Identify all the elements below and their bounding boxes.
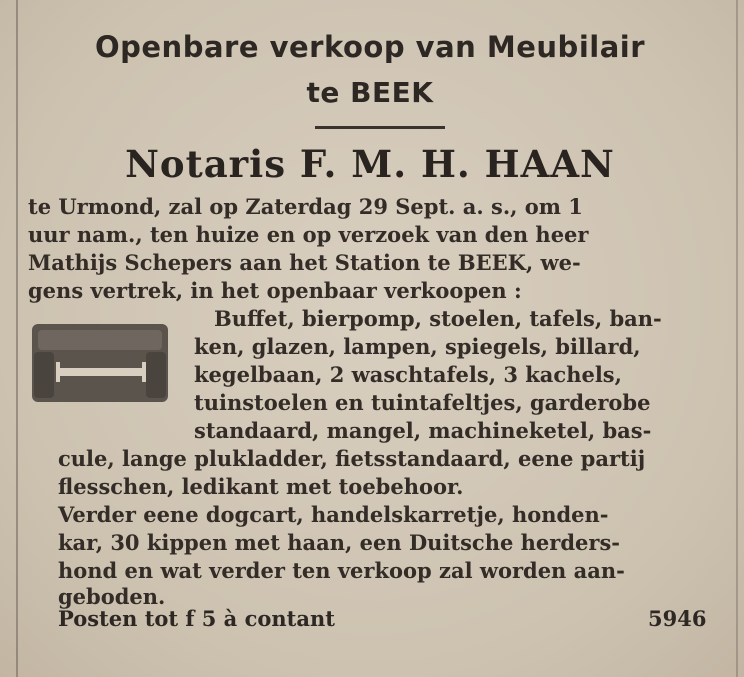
body-line: te Urmond, zal op Zaterdag 29 Sept. a. s., om 1 [28,194,583,219]
body-line: kar, 30 kippen met haan, een Duitsche herders- [58,530,620,555]
body-line: tuinstoelen en tuintafeltjes, garderobe [194,390,651,415]
body-line: kegelbaan, 2 waschtafels, 3 kachels, [194,362,622,387]
body-line: geboden. [58,584,166,609]
body-line: gens vertrek, in het openbaar verkoopen : [28,278,522,303]
sofa-icon [28,318,176,408]
ad-number: 5946 [648,606,707,631]
column-rule-left [16,0,18,677]
column-rule-right [736,0,738,677]
body-line: flesschen, ledikant met toebehoor. [58,474,464,499]
body-line: Mathijs Schepers aan het Station te BEEK, we- [28,250,581,275]
body-line: cule, lange plukladder, fietsstandaard, eene partij [58,446,646,471]
body-line: Buffet, bierpomp, stoelen, tafels, ban- [214,306,662,331]
notary-name: Notaris F. M. H. HAAN [125,142,615,186]
divider [315,126,445,129]
body-line: Verder eene dogcart, handelskarretje, honden- [58,502,609,527]
body-line: standaard, mangel, machineketel, bas- [194,418,652,443]
body-line: ken, glazen, lampen, spiegels, billard, [194,334,641,359]
headline-line-2: te BEEK [306,76,434,109]
headline-line-1: Openbare verkoop van Meubilair [94,30,646,64]
body-line: hond en wat verder ten verkoop zal worden aan- [58,558,625,583]
body-line: uur nam., ten huize en op verzoek van den heer [28,222,589,247]
footer-note: Posten tot f 5 à contant [58,606,335,631]
